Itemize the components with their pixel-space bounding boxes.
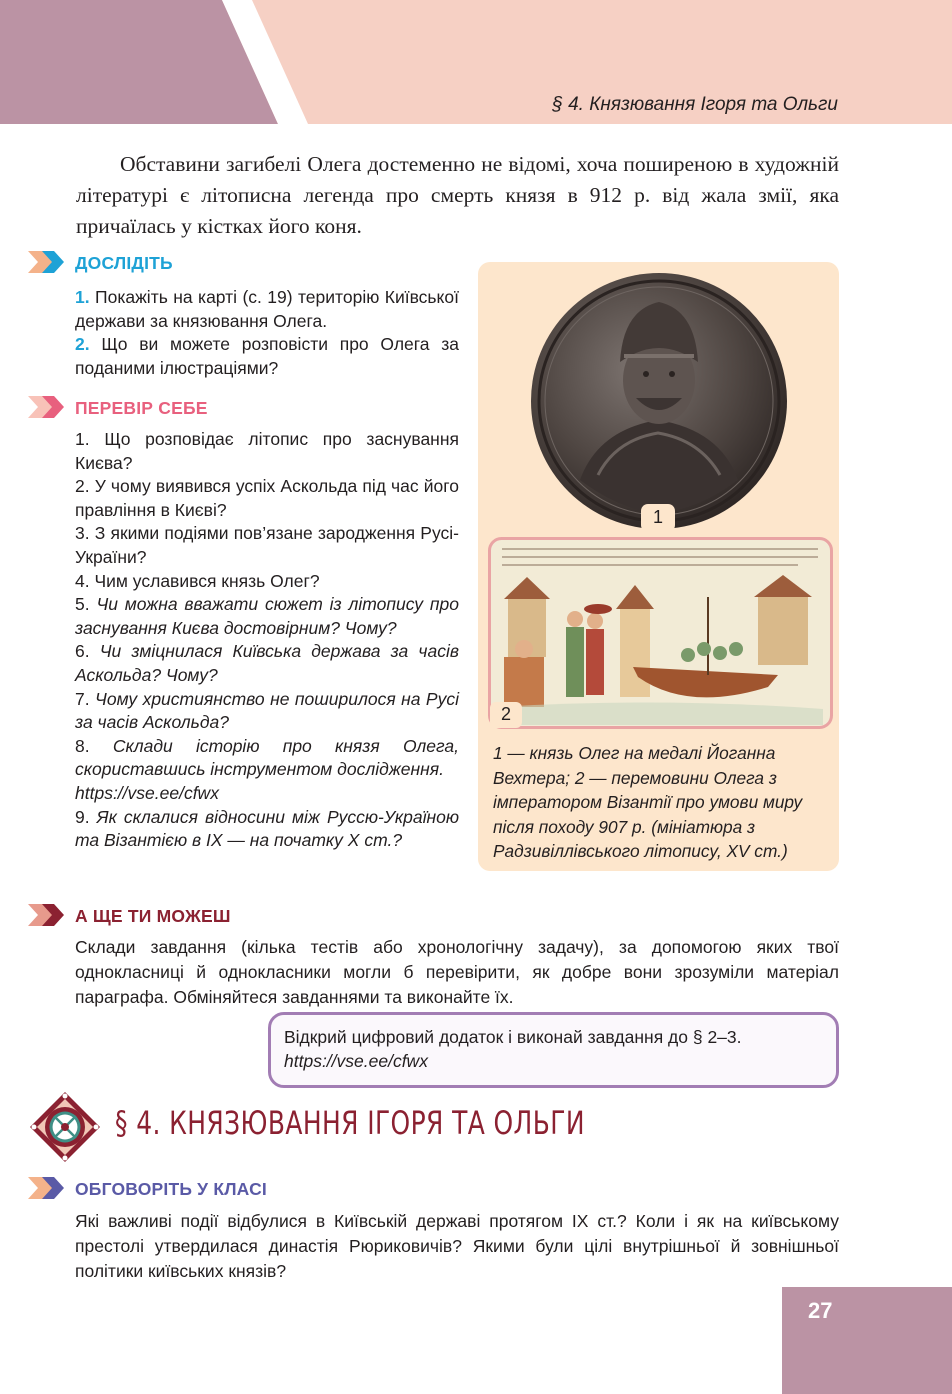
explore-list	[75, 286, 459, 380]
item-number: 7.	[75, 688, 90, 709]
item-number: 3.	[75, 523, 90, 544]
item-text: Чи можна вважати сюжет із літопису про заснування Києва достовірним? Чому?	[75, 594, 459, 638]
figure-label-1: 1	[652, 507, 663, 527]
check-list	[75, 428, 459, 853]
check-heading-row	[28, 396, 66, 423]
item-text: Чи зміцнилася Київська держава за часів Аскольда? Чому?	[75, 641, 459, 685]
item-text: Як склалися відносини між Руссю-Україною та Візантією в ІХ — на початку Х ст.?	[75, 806, 459, 851]
check-item	[75, 428, 459, 475]
item-number: 2.	[75, 476, 90, 497]
more-text: Склади завдання (кілька тестів або хронологічну задачу), за допомогою яких твої однокласниці й однокласники могли б перевірити, як добре вони зрозуміли матеріал параграфа. Обміняйтеся завданнями та виконайте їх.	[75, 937, 839, 1007]
figure-label-2: 2	[500, 704, 511, 724]
item-text: Покажіть на карті (с. 19) територію Київської держави за князювання Олега.	[75, 287, 459, 331]
chevron-icon	[28, 1177, 66, 1199]
check-item	[75, 475, 459, 522]
item-text: Склади історію про князя Олега, скориставшись інструментом дослідження.	[75, 735, 459, 780]
item-text: Що ви можете розповісти про Олега за поданими ілюстраціями?	[75, 334, 459, 378]
explore-item	[75, 333, 459, 380]
check-item	[75, 640, 459, 687]
intro-paragraph: Обставини загибелі Олега достеменно не відомі, хоча поширеною в художній літературі є літописна легенда про смерть князя в 912 р. від жала змії, яка причаїлась у кістках його коня.	[76, 152, 839, 238]
more-heading-row	[28, 904, 66, 931]
item-text: З якими подіями пов’язане зародження Русі-України?	[75, 523, 459, 567]
figure-caption: 1 — князь Олег на медалі Йоганна Вехтера; 2 — перемовини Олега з імператором Візантії про умови миру після походу 907 р. (мініатюра з Радзивіллівського літопису, XV ст.)	[493, 743, 803, 861]
discuss-text: Які важливі події відбулися в Київській державі протягом IX ст.? Коли і як на київському престолі утвердилася династія Рюриковичів? Якими були цілі внутрішньої й зовнішньої політики київських князів?	[75, 1211, 839, 1281]
item-text: У чому виявився успіх Аскольда під час його правління в Києві?	[75, 476, 459, 520]
item-number: 5.	[75, 594, 90, 615]
item-number: 9.	[75, 806, 90, 827]
check-item	[75, 522, 459, 569]
item-text: Чому християнство не поширилося на Русі за часів Аскольда?	[75, 688, 459, 733]
digital-app-text-block	[284, 1025, 742, 1073]
discuss-heading: ОБГОВОРІТЬ У КЛАСІ	[75, 1179, 267, 1199]
item-text: Чим уславився князь Олег?	[89, 570, 320, 591]
item-text: Що розповідає літопис про заснування Києва?	[75, 429, 459, 473]
item-number: 8.	[75, 735, 90, 756]
research-tool-link[interactable]: https://vse.ee/cfwx	[75, 782, 219, 803]
explore-item	[75, 286, 459, 333]
page-number: 27	[808, 1298, 833, 1323]
item-number: 6.	[75, 641, 90, 662]
check-item	[75, 806, 459, 853]
item-number: 2.	[75, 334, 90, 355]
check-item	[75, 688, 459, 735]
check-item	[75, 735, 459, 806]
item-number: 1.	[75, 287, 90, 307]
check-item	[75, 593, 459, 640]
miniature-image	[488, 537, 833, 729]
check-heading: ПЕРЕВІР СЕБЕ	[75, 398, 208, 418]
more-heading: А ЩЕ ТИ МОЖЕШ	[75, 906, 231, 926]
item-number: 1.	[75, 429, 90, 449]
explore-heading-row	[28, 251, 66, 278]
medal-image	[528, 270, 790, 532]
digital-app-text: Відкрий цифровий додаток і виконай завдання до § 2–3.	[284, 1027, 742, 1047]
check-item	[75, 570, 459, 594]
discuss-heading-row	[28, 1177, 66, 1204]
section-title: § 4. КНЯЗЮВАННЯ ІГОРЯ ТА ОЛЬГИ	[115, 1104, 585, 1142]
explore-heading: ДОСЛІДІТЬ	[75, 253, 173, 273]
digital-app-link[interactable]: https://vse.ee/cfwx	[284, 1051, 428, 1071]
chevron-icon	[28, 396, 66, 418]
running-head: § 4. Князювання Ігоря та Ольги	[552, 94, 838, 115]
chevron-icon	[28, 251, 66, 273]
item-number: 4.	[75, 570, 90, 591]
celtic-knot-ornament-icon	[28, 1090, 102, 1164]
chevron-icon	[28, 904, 66, 926]
